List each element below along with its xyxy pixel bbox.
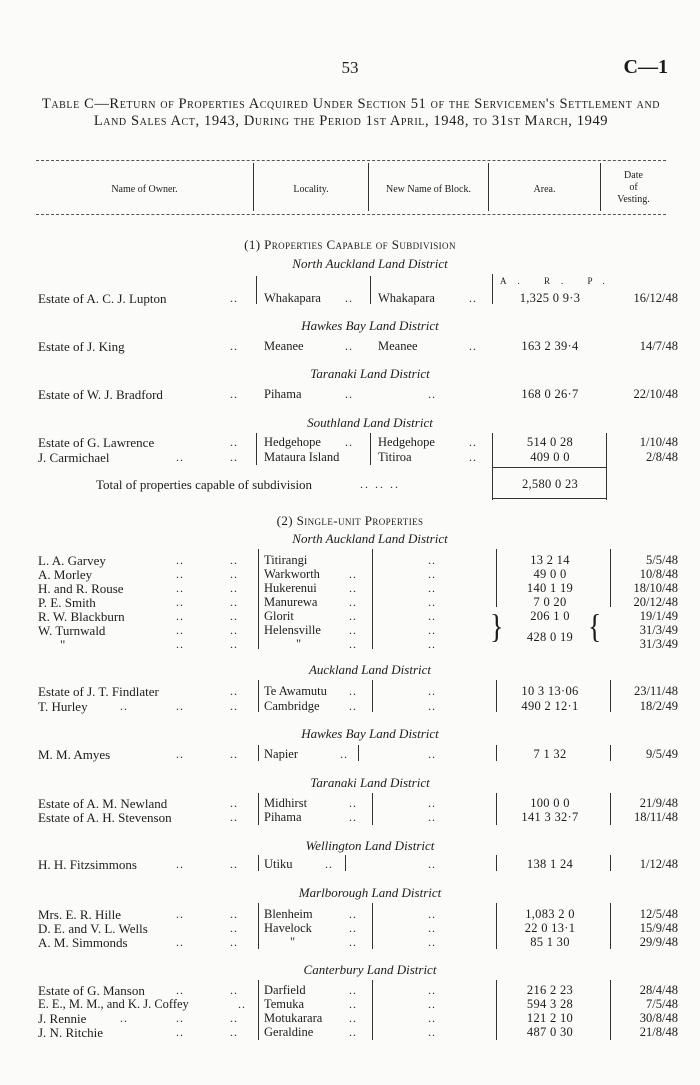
column-rule — [496, 549, 497, 607]
column-rule — [372, 793, 373, 825]
owner-name: J. Rennie — [38, 1011, 87, 1026]
vesting-date: 23/11/48 — [634, 684, 678, 698]
leader-dots: .. — [428, 623, 436, 637]
leader-dots: .. — [428, 637, 436, 651]
locality: Te Awamutu — [264, 684, 327, 698]
total-rule — [492, 467, 606, 468]
area-value: 206 1 0 — [530, 609, 570, 623]
leader-dots: .. — [176, 581, 184, 595]
area-value: 216 2 23 — [526, 983, 574, 997]
leader-dots: .. — [230, 857, 238, 871]
district-heading: Wellington Land District — [305, 838, 435, 853]
locality: Hukerenui — [264, 581, 317, 595]
district-heading: Hawkes Bay Land District — [301, 318, 439, 333]
leader-dots: .. — [349, 567, 357, 581]
leader-dots: .. — [230, 921, 238, 935]
locality: Manurewa — [264, 595, 318, 609]
leader-dots: .. — [349, 609, 357, 623]
vesting-date: 21/8/48 — [639, 1025, 678, 1039]
leader-dots: .. — [349, 1025, 357, 1039]
column-rule — [258, 549, 259, 649]
leader-dots: .. — [428, 747, 436, 761]
leader-dots: .. — [428, 983, 436, 997]
area-units: A. R. P. — [500, 276, 616, 286]
owner-name: J. N. Ritchie — [38, 1025, 103, 1040]
vesting-date: 15/9/48 — [639, 921, 678, 935]
leader-dots: .. — [349, 684, 357, 698]
area-value: 49 0 0 — [533, 567, 567, 581]
column-rule — [496, 680, 497, 712]
leader-dots: .. — [230, 810, 238, 824]
leader-dots: .. — [230, 623, 238, 637]
locality: Cambridge — [264, 699, 320, 713]
leader-dots: .. — [230, 637, 238, 651]
owner-name: L. A. Garvey — [38, 553, 106, 568]
locality: Geraldine — [264, 1025, 314, 1039]
owner-name: Estate of W. J. Bradford — [38, 387, 163, 402]
owner-name: W. Turnwald — [38, 623, 106, 638]
leader-dots: .. — [230, 435, 238, 449]
leader-dots: .. — [176, 553, 184, 567]
leader-dots: .. — [176, 1025, 184, 1039]
locality: Darfield — [264, 983, 306, 997]
column-header-owner: Name of Owner. — [111, 184, 178, 195]
column-rule — [372, 680, 373, 712]
area-value: 140 1 19 — [526, 581, 574, 595]
leader-dots: .. — [230, 907, 238, 921]
area-value: 428 0 19 — [526, 630, 574, 644]
total-rule — [492, 498, 606, 499]
area-value: 100 0 0 — [530, 796, 570, 810]
leader-dots: .. — [428, 907, 436, 921]
column-rule — [258, 903, 259, 949]
column-rule — [258, 855, 259, 871]
page-number: 53 — [341, 58, 359, 77]
owner-name: J. Carmichael — [38, 450, 110, 465]
vesting-date: 18/10/48 — [633, 581, 678, 595]
leader-dots: .. — [345, 291, 353, 305]
locality: Glorit — [264, 609, 294, 623]
district-heading: Marlborough Land District — [298, 885, 442, 900]
vesting-date: 9/5/49 — [646, 747, 678, 761]
area-value: 168 0 26·7 — [521, 387, 579, 401]
column-rule — [496, 980, 497, 1040]
vesting-date: 28/4/48 — [639, 983, 678, 997]
leader-dots: .. — [428, 1011, 436, 1025]
area-value: 594 3 28 — [526, 997, 574, 1011]
leader-dots: .. — [428, 857, 436, 871]
leader-dots: .. — [238, 997, 246, 1011]
column-rule — [370, 276, 371, 304]
column-rule — [372, 980, 373, 1040]
column-header-area: Area. — [533, 184, 556, 195]
leader-dots: .. — [349, 581, 357, 595]
leader-dots: .. — [230, 291, 238, 305]
header-top-rule — [36, 160, 666, 161]
column-rule — [258, 745, 259, 761]
leader-dots: .. — [230, 1011, 238, 1025]
leader-dots: .. .. .. — [360, 477, 400, 491]
locality: Napier — [264, 747, 299, 761]
leader-dots: .. — [120, 1011, 128, 1025]
leader-dots: .. — [349, 637, 357, 651]
leader-dots: .. — [230, 935, 238, 949]
owner-name: Estate of A. M. Newland — [38, 796, 168, 811]
district-heading: Taranaki Land District — [310, 366, 430, 381]
leader-dots: .. — [230, 699, 238, 713]
leader-dots: .. — [349, 699, 357, 713]
section-heading: (1) Properties Capable of Subdivision — [244, 237, 456, 252]
leader-dots: .. — [428, 567, 436, 581]
leader-dots: .. — [428, 609, 436, 623]
column-rule — [496, 855, 497, 871]
leader-dots: .. — [176, 623, 184, 637]
owner-name: T. Hurley — [38, 699, 88, 714]
locality: Pihama — [264, 387, 302, 401]
area-value: 22 0 13·1 — [524, 921, 576, 935]
leader-dots: .. — [349, 810, 357, 824]
column-rule — [256, 433, 257, 465]
locality: Temuka — [264, 997, 305, 1011]
leader-dots: .. — [349, 595, 357, 609]
area-value: 1,325 0 9·3 — [519, 291, 581, 305]
column-rule — [358, 745, 359, 761]
leader-dots: .. — [428, 921, 436, 935]
vesting-date: 30/8/48 — [639, 1011, 678, 1025]
owner-name: E. E., M. M., and K. J. Coffey — [38, 997, 189, 1011]
vesting-date: 21/9/48 — [639, 796, 678, 810]
leader-dots: .. — [176, 567, 184, 581]
district-heading: Taranaki Land District — [310, 775, 430, 790]
vesting-date: 31/3/49 — [639, 637, 678, 651]
block-name: Whakapara — [378, 291, 435, 305]
leader-dots: .. — [428, 684, 436, 698]
locality: Utiku — [264, 857, 293, 871]
column-rule — [372, 903, 373, 949]
owner-name: A. M. Simmonds — [38, 935, 128, 950]
leader-dots: .. — [349, 983, 357, 997]
owner-name: R. W. Blackburn — [38, 609, 125, 624]
leader-dots: .. — [230, 567, 238, 581]
vesting-date: 18/2/49 — [639, 699, 678, 713]
leader-dots: .. — [120, 699, 128, 713]
vesting-date: 1/10/48 — [639, 435, 678, 449]
locality: Helensville — [264, 623, 321, 637]
column-rule — [496, 745, 497, 761]
owner-name: Estate of A. H. Stevenson — [38, 810, 172, 825]
locality: Pihama — [264, 810, 302, 824]
leader-dots: .. — [469, 450, 477, 464]
leader-dots: .. — [428, 810, 436, 824]
leader-dots: .. — [230, 581, 238, 595]
area-value: 138 1 24 — [526, 857, 574, 871]
leader-dots: .. — [349, 921, 357, 935]
locality: Havelock — [264, 921, 312, 935]
leader-dots: .. — [345, 339, 353, 353]
leader-dots: .. — [349, 997, 357, 1011]
leader-dots: .. — [230, 595, 238, 609]
column-header-locality: Locality. — [293, 184, 329, 195]
leader-dots: .. — [345, 387, 353, 401]
vesting-date: 12/5/48 — [639, 907, 678, 921]
block-name: Hedgehope — [378, 435, 435, 449]
area-value: 121 2 10 — [526, 1011, 574, 1025]
column-rule — [258, 980, 259, 1040]
leader-dots: .. — [176, 907, 184, 921]
block-name: Titiroa — [378, 450, 412, 464]
leader-dots: .. — [176, 983, 184, 997]
locality: Whakapara — [264, 291, 321, 305]
leader-dots: .. — [176, 699, 184, 713]
leader-dots: .. — [428, 935, 436, 949]
owner-name: D. E. and V. L. Wells — [38, 921, 148, 936]
leader-dots: .. — [340, 747, 348, 761]
leader-dots: .. — [428, 796, 436, 810]
leader-dots: .. — [176, 1011, 184, 1025]
area-value: 13 2 14 — [530, 553, 570, 567]
leader-dots: .. — [230, 1025, 238, 1039]
vesting-date: 22/10/48 — [633, 387, 678, 401]
district-heading: Hawkes Bay Land District — [301, 726, 439, 741]
leader-dots: .. — [230, 553, 238, 567]
leader-dots: .. — [176, 637, 184, 651]
owner-name: H. H. Fitzsimmons — [38, 857, 137, 872]
leader-dots: .. — [349, 907, 357, 921]
locality: Meanee — [264, 339, 304, 353]
leader-dots: .. — [325, 857, 333, 871]
block-name: Meanee — [378, 339, 418, 353]
leader-dots: .. — [469, 291, 477, 305]
locality: Mataura Island — [264, 450, 340, 464]
leader-dots: .. — [428, 1025, 436, 1039]
leader-dots: .. — [230, 684, 238, 698]
leader-dots: .. — [428, 997, 436, 1011]
leader-dots: .. — [230, 983, 238, 997]
leader-dots: .. — [428, 595, 436, 609]
column-rule — [370, 433, 371, 465]
section-heading: (2) Single-unit Properties — [276, 513, 424, 528]
ditto-mark: " — [290, 935, 296, 949]
leader-dots: .. — [176, 595, 184, 609]
leader-dots: .. — [469, 339, 477, 353]
leader-dots: .. — [230, 450, 238, 464]
area-value: 7 1 32 — [533, 747, 567, 761]
owner-name: Estate of A. C. J. Lupton — [38, 291, 167, 306]
leader-dots: .. — [176, 609, 184, 623]
leader-dots: .. — [230, 609, 238, 623]
right-brace: { — [588, 608, 602, 646]
locality: Titirangi — [264, 553, 308, 567]
total-label: Total of properties capable of subdivision — [96, 477, 313, 492]
vesting-date: 29/9/48 — [639, 935, 678, 949]
column-rule — [256, 276, 257, 304]
vesting-date: 31/3/49 — [639, 623, 678, 637]
page-code: C—1 — [623, 56, 668, 78]
owner-name: A. Morley — [38, 567, 93, 582]
district-heading: North Auckland Land District — [292, 256, 448, 271]
locality: Warkworth — [264, 567, 320, 581]
area-value: 487 0 30 — [526, 1025, 574, 1039]
district-heading: North Auckland Land District — [292, 531, 448, 546]
leader-dots: .. — [469, 435, 477, 449]
vesting-date: 10/8/48 — [639, 567, 678, 581]
column-header-date: Date of Vesting. — [617, 170, 650, 205]
owner-name: Estate of G. Lawrence — [38, 435, 155, 450]
total-area: 2,580 0 23 — [521, 477, 579, 491]
column-rule — [372, 549, 373, 649]
owner-name: H. and R. Rouse — [38, 581, 124, 596]
leader-dots: .. — [176, 857, 184, 871]
leader-dots: .. — [428, 387, 436, 401]
leader-dots: .. — [230, 747, 238, 761]
vesting-date: 14/7/48 — [639, 339, 678, 353]
district-heading: Southland Land District — [307, 415, 433, 430]
area-value: 141 3 32·7 — [521, 810, 579, 824]
column-rule — [345, 855, 346, 871]
leader-dots: .. — [230, 796, 238, 810]
area-value: 163 2 39·4 — [521, 339, 579, 353]
vesting-date: 19/1/49 — [639, 609, 678, 623]
area-value: 85 1 30 — [530, 935, 570, 949]
table-title: Table C—Return of Properties Acquired Under Section 51 of the Servicemen's Settlement and Land Sales Act, 1943, During the Period 1st April, 1948, to 31st March, 1949 — [41, 96, 661, 129]
area-value: 7 0 20 — [533, 595, 567, 609]
locality: Motukarara — [264, 1011, 323, 1025]
column-rule — [258, 680, 259, 712]
vesting-date: 20/12/48 — [633, 595, 678, 609]
header-bottom-rule — [36, 214, 666, 215]
leader-dots: .. — [176, 747, 184, 761]
leader-dots: .. — [349, 623, 357, 637]
vesting-date: 18/11/48 — [634, 810, 678, 824]
left-brace: } — [490, 608, 504, 646]
area-value: 490 2 12·1 — [521, 699, 579, 713]
column-header-block: New Name of Block. — [386, 184, 471, 195]
owner-name: Estate of J. T. Findlater — [38, 684, 159, 699]
district-heading: Auckland Land District — [308, 662, 432, 677]
leader-dots: .. — [345, 435, 353, 449]
owner-name: M. M. Amyes — [38, 747, 111, 762]
vesting-date: 1/12/48 — [639, 857, 678, 871]
leader-dots: .. — [428, 581, 436, 595]
owner-name: Mrs. E. R. Hille — [38, 907, 122, 922]
ditto-mark: " — [60, 637, 66, 652]
locality: Midhirst — [264, 796, 308, 810]
leader-dots: .. — [230, 339, 238, 353]
vesting-date: 16/12/48 — [633, 291, 678, 305]
owner-name: P. E. Smith — [38, 595, 96, 610]
leader-dots: .. — [230, 387, 238, 401]
column-rule — [492, 274, 493, 304]
area-value: 514 0 28 — [526, 435, 574, 449]
leader-dots: .. — [176, 935, 184, 949]
area-value: 409 0 0 — [530, 450, 570, 464]
owner-name: Estate of G. Manson — [38, 983, 145, 998]
column-rule — [496, 793, 497, 825]
leader-dots: .. — [349, 1011, 357, 1025]
column-rule — [258, 793, 259, 825]
locality: Hedgehope — [264, 435, 321, 449]
vesting-date: 7/5/48 — [646, 997, 678, 1011]
leader-dots: .. — [349, 796, 357, 810]
leader-dots: .. — [428, 699, 436, 713]
ditto-mark: " — [296, 637, 302, 651]
column-rule — [496, 903, 497, 949]
area-value: 10 3 13·06 — [521, 684, 579, 698]
leader-dots: .. — [349, 935, 357, 949]
area-value: 1,083 2 0 — [525, 907, 575, 921]
leader-dots: .. — [176, 450, 184, 464]
owner-name: Estate of J. King — [38, 339, 125, 354]
district-heading: Canterbury Land District — [303, 962, 437, 977]
vesting-date: 2/8/48 — [646, 450, 678, 464]
locality: Blenheim — [264, 907, 313, 921]
vesting-date: 5/5/48 — [646, 553, 678, 567]
leader-dots: .. — [428, 553, 436, 567]
